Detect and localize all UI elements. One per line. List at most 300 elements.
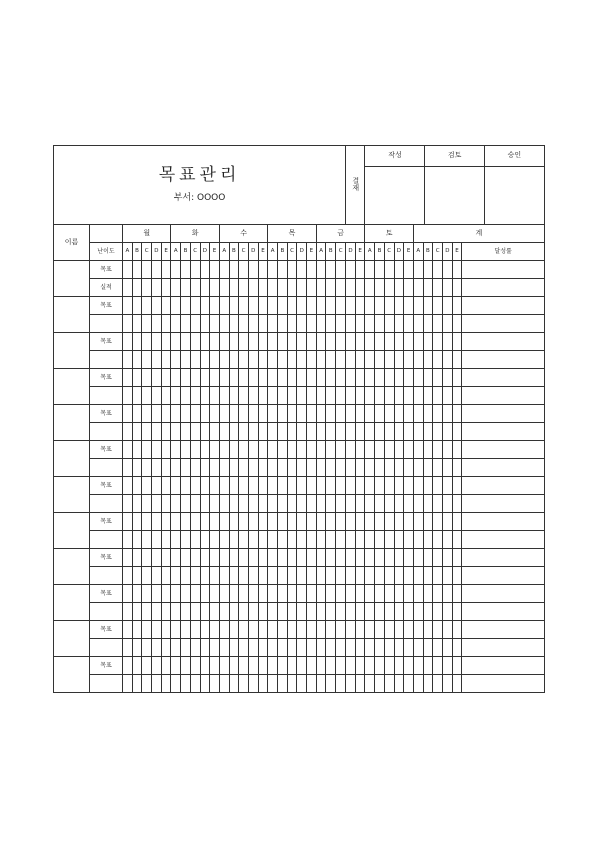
- approval-writer-sign[interactable]: [365, 166, 424, 224]
- grade-cell[interactable]: [200, 261, 210, 279]
- grade-cell[interactable]: [200, 603, 210, 621]
- grade-cell[interactable]: [316, 423, 326, 441]
- grade-cell[interactable]: [316, 387, 326, 405]
- grade-cell[interactable]: [346, 423, 356, 441]
- grade-cell[interactable]: [297, 639, 307, 657]
- grade-cell[interactable]: [210, 297, 220, 315]
- grade-cell[interactable]: [433, 567, 443, 585]
- grade-cell[interactable]: [200, 567, 210, 585]
- grade-cell[interactable]: [375, 603, 385, 621]
- grade-cell[interactable]: [200, 549, 210, 567]
- grade-cell[interactable]: [413, 531, 423, 549]
- grade-cell[interactable]: [355, 351, 365, 369]
- grade-cell[interactable]: [161, 297, 171, 315]
- grade-cell[interactable]: [152, 279, 162, 297]
- grade-cell[interactable]: [268, 387, 278, 405]
- grade-cell[interactable]: [307, 675, 317, 693]
- achievement-cell[interactable]: [462, 657, 545, 675]
- grade-cell[interactable]: [394, 675, 404, 693]
- grade-cell[interactable]: [384, 477, 394, 495]
- grade-cell[interactable]: [258, 675, 268, 693]
- grade-cell[interactable]: [239, 531, 249, 549]
- grade-cell[interactable]: [452, 351, 462, 369]
- grade-cell[interactable]: [258, 459, 268, 477]
- grade-cell[interactable]: [404, 369, 414, 387]
- grade-cell[interactable]: [336, 297, 346, 315]
- grade-cell[interactable]: [375, 675, 385, 693]
- grade-cell[interactable]: [181, 405, 191, 423]
- grade-cell[interactable]: [287, 477, 297, 495]
- grade-cell[interactable]: [190, 675, 200, 693]
- grade-cell[interactable]: [123, 549, 133, 567]
- grade-cell[interactable]: [278, 297, 288, 315]
- grade-cell[interactable]: [190, 585, 200, 603]
- grade-cell[interactable]: [346, 549, 356, 567]
- grade-cell[interactable]: [394, 423, 404, 441]
- grade-cell[interactable]: [394, 639, 404, 657]
- grade-cell[interactable]: [287, 657, 297, 675]
- grade-cell[interactable]: [200, 387, 210, 405]
- grade-cell[interactable]: [239, 459, 249, 477]
- grade-cell[interactable]: [384, 549, 394, 567]
- grade-cell[interactable]: [326, 675, 336, 693]
- grade-cell[interactable]: [248, 441, 258, 459]
- grade-cell[interactable]: [239, 639, 249, 657]
- grade-cell[interactable]: [355, 567, 365, 585]
- grade-cell[interactable]: [307, 333, 317, 351]
- grade-cell[interactable]: [375, 459, 385, 477]
- grade-cell[interactable]: [316, 477, 326, 495]
- grade-cell[interactable]: [248, 405, 258, 423]
- grade-cell[interactable]: [229, 459, 239, 477]
- grade-cell[interactable]: [268, 315, 278, 333]
- achievement-cell[interactable]: [462, 423, 545, 441]
- grade-cell[interactable]: [452, 549, 462, 567]
- grade-cell[interactable]: [355, 387, 365, 405]
- grade-cell[interactable]: [142, 441, 152, 459]
- grade-cell[interactable]: [336, 315, 346, 333]
- grade-cell[interactable]: [433, 621, 443, 639]
- grade-cell[interactable]: [132, 531, 142, 549]
- grade-cell[interactable]: [171, 279, 181, 297]
- grade-cell[interactable]: [152, 387, 162, 405]
- grade-cell[interactable]: [219, 423, 229, 441]
- grade-cell[interactable]: [123, 459, 133, 477]
- grade-cell[interactable]: [171, 549, 181, 567]
- grade-cell[interactable]: [258, 603, 268, 621]
- grade-cell[interactable]: [442, 477, 452, 495]
- grade-cell[interactable]: [229, 387, 239, 405]
- grade-cell[interactable]: [365, 351, 375, 369]
- grade-cell[interactable]: [268, 477, 278, 495]
- grade-cell[interactable]: [452, 495, 462, 513]
- grade-cell[interactable]: [248, 513, 258, 531]
- grade-cell[interactable]: [442, 657, 452, 675]
- grade-cell[interactable]: [442, 675, 452, 693]
- grade-cell[interactable]: [248, 369, 258, 387]
- grade-cell[interactable]: [384, 405, 394, 423]
- grade-cell[interactable]: [394, 279, 404, 297]
- grade-cell[interactable]: [142, 477, 152, 495]
- grade-cell[interactable]: [287, 585, 297, 603]
- grade-cell[interactable]: [239, 549, 249, 567]
- grade-cell[interactable]: [171, 495, 181, 513]
- grade-cell[interactable]: [239, 279, 249, 297]
- grade-cell[interactable]: [142, 675, 152, 693]
- grade-cell[interactable]: [336, 369, 346, 387]
- grade-cell[interactable]: [171, 351, 181, 369]
- grade-cell[interactable]: [278, 351, 288, 369]
- grade-cell[interactable]: [316, 657, 326, 675]
- grade-cell[interactable]: [229, 567, 239, 585]
- grade-cell[interactable]: [229, 675, 239, 693]
- grade-cell[interactable]: [452, 603, 462, 621]
- grade-cell[interactable]: [452, 405, 462, 423]
- grade-cell[interactable]: [297, 297, 307, 315]
- grade-cell[interactable]: [404, 675, 414, 693]
- grade-cell[interactable]: [307, 405, 317, 423]
- grade-cell[interactable]: [394, 459, 404, 477]
- grade-cell[interactable]: [132, 387, 142, 405]
- grade-cell[interactable]: [210, 675, 220, 693]
- grade-cell[interactable]: [142, 567, 152, 585]
- grade-cell[interactable]: [404, 531, 414, 549]
- grade-cell[interactable]: [161, 639, 171, 657]
- grade-cell[interactable]: [229, 351, 239, 369]
- grade-cell[interactable]: [210, 531, 220, 549]
- grade-cell[interactable]: [152, 621, 162, 639]
- grade-cell[interactable]: [171, 441, 181, 459]
- grade-cell[interactable]: [200, 513, 210, 531]
- grade-cell[interactable]: [384, 459, 394, 477]
- grade-cell[interactable]: [346, 387, 356, 405]
- grade-cell[interactable]: [171, 585, 181, 603]
- grade-cell[interactable]: [190, 351, 200, 369]
- grade-cell[interactable]: [336, 261, 346, 279]
- grade-cell[interactable]: [307, 261, 317, 279]
- grade-cell[interactable]: [200, 279, 210, 297]
- grade-cell[interactable]: [268, 405, 278, 423]
- grade-cell[interactable]: [413, 351, 423, 369]
- grade-cell[interactable]: [355, 531, 365, 549]
- grade-cell[interactable]: [365, 675, 375, 693]
- grade-cell[interactable]: [287, 405, 297, 423]
- grade-cell[interactable]: [346, 675, 356, 693]
- grade-cell[interactable]: [423, 297, 433, 315]
- grade-cell[interactable]: [123, 297, 133, 315]
- grade-cell[interactable]: [297, 549, 307, 567]
- grade-cell[interactable]: [404, 567, 414, 585]
- achievement-cell[interactable]: [462, 297, 545, 315]
- grade-cell[interactable]: [123, 567, 133, 585]
- grade-cell[interactable]: [384, 387, 394, 405]
- grade-cell[interactable]: [336, 477, 346, 495]
- grade-cell[interactable]: [413, 603, 423, 621]
- achievement-cell[interactable]: [462, 315, 545, 333]
- grade-cell[interactable]: [307, 369, 317, 387]
- grade-cell[interactable]: [132, 549, 142, 567]
- grade-cell[interactable]: [268, 369, 278, 387]
- grade-cell[interactable]: [268, 675, 278, 693]
- grade-cell[interactable]: [404, 297, 414, 315]
- grade-cell[interactable]: [171, 675, 181, 693]
- grade-cell[interactable]: [326, 477, 336, 495]
- grade-cell[interactable]: [229, 315, 239, 333]
- grade-cell[interactable]: [336, 279, 346, 297]
- grade-cell[interactable]: [423, 603, 433, 621]
- grade-cell[interactable]: [287, 315, 297, 333]
- member-name-cell[interactable]: [54, 405, 90, 441]
- grade-cell[interactable]: [307, 657, 317, 675]
- grade-cell[interactable]: [181, 549, 191, 567]
- grade-cell[interactable]: [375, 531, 385, 549]
- grade-cell[interactable]: [413, 513, 423, 531]
- grade-cell[interactable]: [394, 657, 404, 675]
- grade-cell[interactable]: [375, 639, 385, 657]
- grade-cell[interactable]: [239, 297, 249, 315]
- grade-cell[interactable]: [210, 261, 220, 279]
- grade-cell[interactable]: [181, 477, 191, 495]
- grade-cell[interactable]: [297, 405, 307, 423]
- grade-cell[interactable]: [210, 369, 220, 387]
- grade-cell[interactable]: [442, 459, 452, 477]
- grade-cell[interactable]: [404, 477, 414, 495]
- grade-cell[interactable]: [297, 351, 307, 369]
- grade-cell[interactable]: [442, 621, 452, 639]
- grade-cell[interactable]: [375, 351, 385, 369]
- member-name-cell[interactable]: [54, 297, 90, 333]
- grade-cell[interactable]: [375, 657, 385, 675]
- grade-cell[interactable]: [452, 423, 462, 441]
- grade-cell[interactable]: [316, 297, 326, 315]
- grade-cell[interactable]: [258, 333, 268, 351]
- grade-cell[interactable]: [152, 441, 162, 459]
- grade-cell[interactable]: [336, 657, 346, 675]
- grade-cell[interactable]: [384, 315, 394, 333]
- grade-cell[interactable]: [287, 261, 297, 279]
- grade-cell[interactable]: [307, 351, 317, 369]
- grade-cell[interactable]: [219, 279, 229, 297]
- grade-cell[interactable]: [268, 549, 278, 567]
- grade-cell[interactable]: [258, 405, 268, 423]
- grade-cell[interactable]: [394, 297, 404, 315]
- achievement-cell[interactable]: [462, 639, 545, 657]
- grade-cell[interactable]: [268, 441, 278, 459]
- grade-cell[interactable]: [142, 603, 152, 621]
- grade-cell[interactable]: [413, 387, 423, 405]
- grade-cell[interactable]: [287, 639, 297, 657]
- grade-cell[interactable]: [287, 297, 297, 315]
- grade-cell[interactable]: [297, 531, 307, 549]
- grade-cell[interactable]: [219, 567, 229, 585]
- grade-cell[interactable]: [442, 315, 452, 333]
- grade-cell[interactable]: [219, 621, 229, 639]
- grade-cell[interactable]: [278, 513, 288, 531]
- grade-cell[interactable]: [278, 531, 288, 549]
- grade-cell[interactable]: [375, 423, 385, 441]
- grade-cell[interactable]: [239, 477, 249, 495]
- grade-cell[interactable]: [287, 603, 297, 621]
- grade-cell[interactable]: [413, 639, 423, 657]
- grade-cell[interactable]: [307, 423, 317, 441]
- grade-cell[interactable]: [442, 261, 452, 279]
- grade-cell[interactable]: [287, 351, 297, 369]
- grade-cell[interactable]: [413, 369, 423, 387]
- grade-cell[interactable]: [413, 261, 423, 279]
- achievement-cell[interactable]: [462, 585, 545, 603]
- grade-cell[interactable]: [365, 261, 375, 279]
- grade-cell[interactable]: [161, 495, 171, 513]
- grade-cell[interactable]: [258, 279, 268, 297]
- grade-cell[interactable]: [171, 387, 181, 405]
- member-name-cell[interactable]: [54, 333, 90, 369]
- grade-cell[interactable]: [365, 387, 375, 405]
- grade-cell[interactable]: [248, 567, 258, 585]
- grade-cell[interactable]: [433, 459, 443, 477]
- grade-cell[interactable]: [316, 549, 326, 567]
- grade-cell[interactable]: [384, 441, 394, 459]
- grade-cell[interactable]: [248, 603, 258, 621]
- grade-cell[interactable]: [219, 405, 229, 423]
- grade-cell[interactable]: [171, 603, 181, 621]
- grade-cell[interactable]: [278, 585, 288, 603]
- grade-cell[interactable]: [200, 495, 210, 513]
- grade-cell[interactable]: [413, 297, 423, 315]
- grade-cell[interactable]: [239, 423, 249, 441]
- grade-cell[interactable]: [142, 261, 152, 279]
- grade-cell[interactable]: [346, 351, 356, 369]
- grade-cell[interactable]: [423, 459, 433, 477]
- grade-cell[interactable]: [200, 333, 210, 351]
- grade-cell[interactable]: [433, 513, 443, 531]
- grade-cell[interactable]: [365, 567, 375, 585]
- grade-cell[interactable]: [181, 585, 191, 603]
- grade-cell[interactable]: [152, 657, 162, 675]
- grade-cell[interactable]: [210, 441, 220, 459]
- achievement-cell[interactable]: [462, 333, 545, 351]
- grade-cell[interactable]: [365, 621, 375, 639]
- grade-cell[interactable]: [336, 387, 346, 405]
- grade-cell[interactable]: [219, 603, 229, 621]
- grade-cell[interactable]: [316, 441, 326, 459]
- grade-cell[interactable]: [307, 477, 317, 495]
- grade-cell[interactable]: [384, 333, 394, 351]
- grade-cell[interactable]: [326, 315, 336, 333]
- grade-cell[interactable]: [239, 603, 249, 621]
- grade-cell[interactable]: [258, 351, 268, 369]
- grade-cell[interactable]: [404, 657, 414, 675]
- grade-cell[interactable]: [190, 495, 200, 513]
- grade-cell[interactable]: [132, 315, 142, 333]
- grade-cell[interactable]: [258, 495, 268, 513]
- grade-cell[interactable]: [219, 657, 229, 675]
- grade-cell[interactable]: [219, 369, 229, 387]
- grade-cell[interactable]: [307, 459, 317, 477]
- grade-cell[interactable]: [123, 333, 133, 351]
- grade-cell[interactable]: [326, 333, 336, 351]
- grade-cell[interactable]: [268, 495, 278, 513]
- grade-cell[interactable]: [287, 369, 297, 387]
- grade-cell[interactable]: [394, 531, 404, 549]
- grade-cell[interactable]: [365, 315, 375, 333]
- grade-cell[interactable]: [132, 441, 142, 459]
- grade-cell[interactable]: [239, 369, 249, 387]
- grade-cell[interactable]: [355, 315, 365, 333]
- achievement-cell[interactable]: [462, 279, 545, 297]
- grade-cell[interactable]: [181, 459, 191, 477]
- grade-cell[interactable]: [161, 531, 171, 549]
- grade-cell[interactable]: [346, 261, 356, 279]
- grade-cell[interactable]: [287, 621, 297, 639]
- grade-cell[interactable]: [152, 261, 162, 279]
- grade-cell[interactable]: [384, 297, 394, 315]
- grade-cell[interactable]: [123, 603, 133, 621]
- grade-cell[interactable]: [404, 441, 414, 459]
- grade-cell[interactable]: [210, 639, 220, 657]
- grade-cell[interactable]: [248, 639, 258, 657]
- grade-cell[interactable]: [336, 333, 346, 351]
- member-name-cell[interactable]: [54, 621, 90, 657]
- grade-cell[interactable]: [394, 495, 404, 513]
- grade-cell[interactable]: [307, 549, 317, 567]
- grade-cell[interactable]: [210, 333, 220, 351]
- grade-cell[interactable]: [142, 585, 152, 603]
- grade-cell[interactable]: [423, 513, 433, 531]
- grade-cell[interactable]: [152, 315, 162, 333]
- grade-cell[interactable]: [142, 639, 152, 657]
- grade-cell[interactable]: [132, 297, 142, 315]
- grade-cell[interactable]: [229, 441, 239, 459]
- grade-cell[interactable]: [142, 549, 152, 567]
- grade-cell[interactable]: [316, 513, 326, 531]
- grade-cell[interactable]: [442, 351, 452, 369]
- grade-cell[interactable]: [375, 261, 385, 279]
- grade-cell[interactable]: [297, 261, 307, 279]
- grade-cell[interactable]: [336, 405, 346, 423]
- grade-cell[interactable]: [394, 315, 404, 333]
- grade-cell[interactable]: [316, 351, 326, 369]
- grade-cell[interactable]: [336, 459, 346, 477]
- grade-cell[interactable]: [433, 351, 443, 369]
- grade-cell[interactable]: [152, 297, 162, 315]
- grade-cell[interactable]: [200, 423, 210, 441]
- grade-cell[interactable]: [297, 513, 307, 531]
- grade-cell[interactable]: [452, 513, 462, 531]
- grade-cell[interactable]: [239, 333, 249, 351]
- grade-cell[interactable]: [365, 279, 375, 297]
- grade-cell[interactable]: [346, 459, 356, 477]
- grade-cell[interactable]: [433, 423, 443, 441]
- grade-cell[interactable]: [248, 495, 258, 513]
- grade-cell[interactable]: [307, 387, 317, 405]
- grade-cell[interactable]: [181, 531, 191, 549]
- grade-cell[interactable]: [229, 513, 239, 531]
- grade-cell[interactable]: [346, 297, 356, 315]
- grade-cell[interactable]: [200, 315, 210, 333]
- grade-cell[interactable]: [375, 441, 385, 459]
- grade-cell[interactable]: [123, 279, 133, 297]
- grade-cell[interactable]: [210, 279, 220, 297]
- grade-cell[interactable]: [423, 387, 433, 405]
- grade-cell[interactable]: [365, 513, 375, 531]
- grade-cell[interactable]: [355, 369, 365, 387]
- grade-cell[interactable]: [258, 621, 268, 639]
- grade-cell[interactable]: [326, 657, 336, 675]
- achievement-cell[interactable]: [462, 369, 545, 387]
- grade-cell[interactable]: [287, 459, 297, 477]
- grade-cell[interactable]: [258, 567, 268, 585]
- grade-cell[interactable]: [287, 279, 297, 297]
